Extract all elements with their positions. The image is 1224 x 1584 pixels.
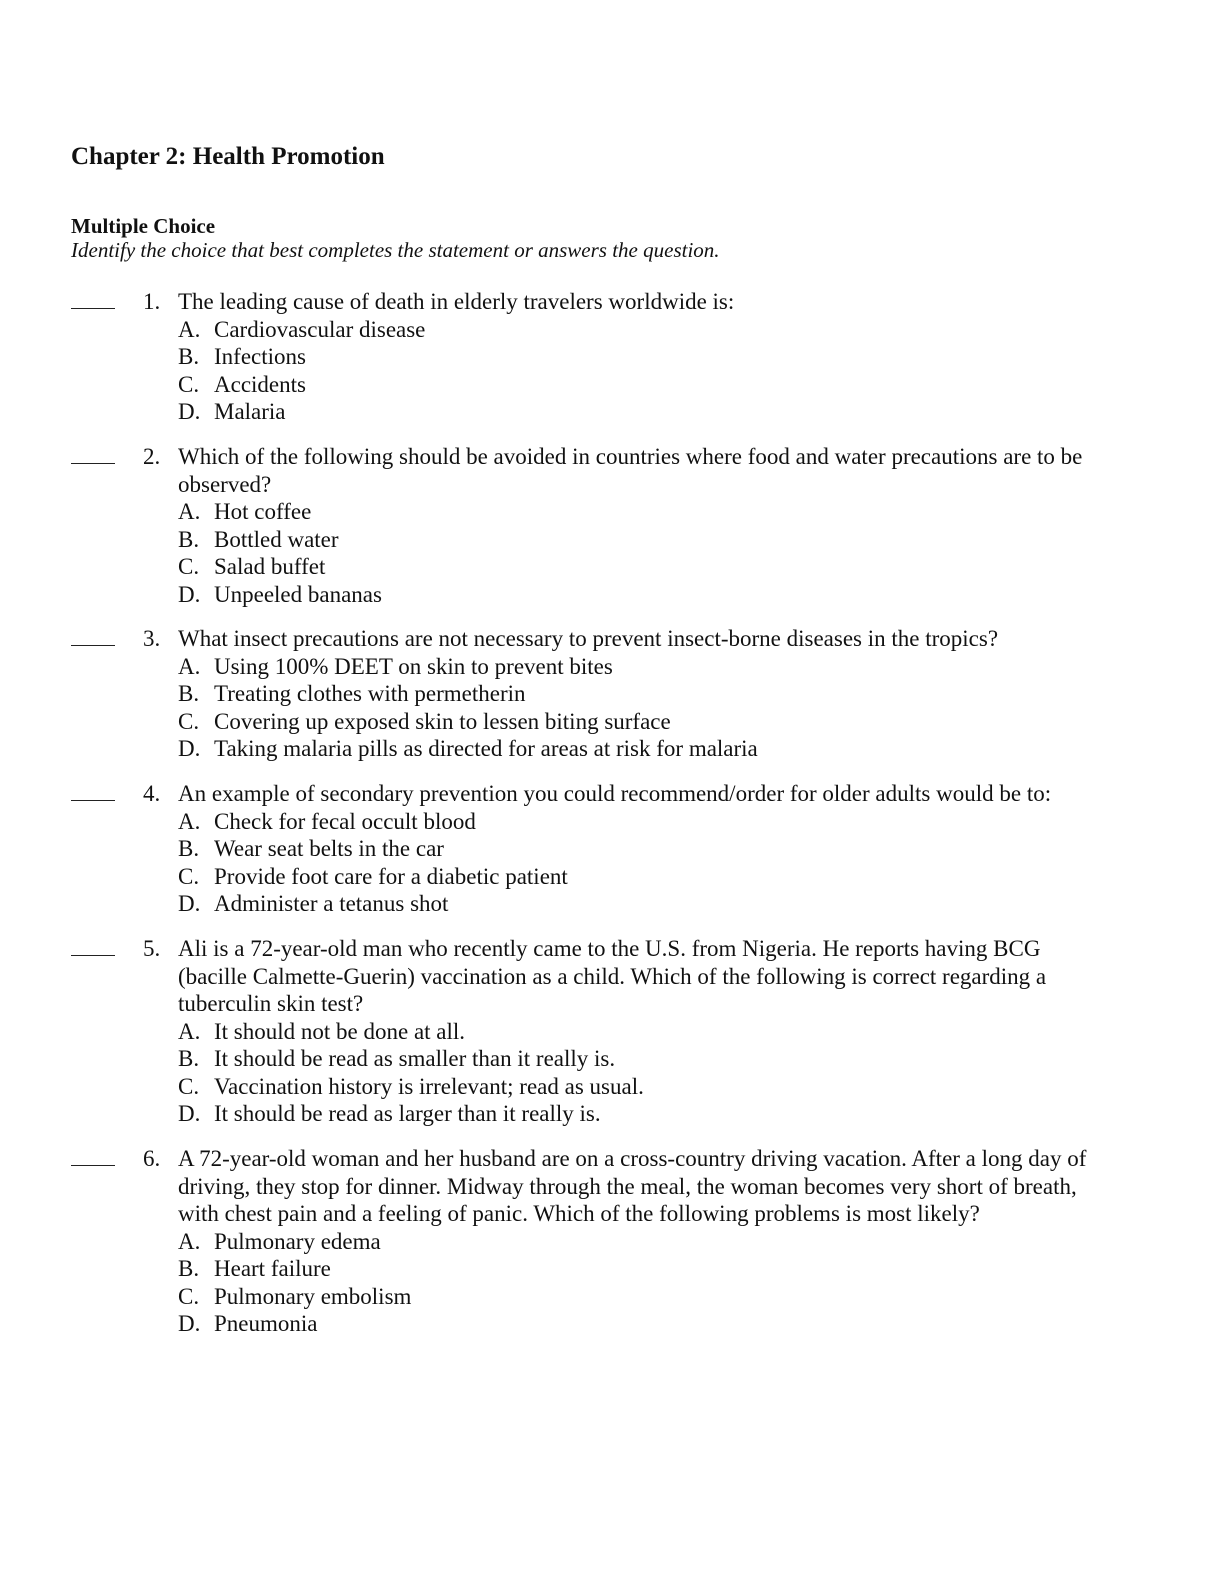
option-text: Pulmonary embolism [214, 1283, 412, 1309]
option-d [178, 1100, 1133, 1128]
stem-line: with chest pain and a feeling of panic. Which of the following problems is most likely? [178, 1201, 980, 1226]
option-b [178, 343, 1133, 371]
option-a [178, 653, 1133, 681]
option-text: Vaccination history is irrelevant; read as usual. [214, 1073, 644, 1099]
question-stem [178, 288, 1133, 426]
stem-line: What insect precautions are not necessary to prevent insect-borne diseases in the tropics? [178, 626, 999, 651]
option-letter: C. [178, 863, 200, 889]
option-text: Hot coffee [214, 499, 312, 524]
option-text: Check for fecal occult blood [214, 808, 476, 834]
option-c [178, 863, 1133, 891]
option-d [178, 581, 1133, 609]
option-letter: A. [178, 1018, 201, 1044]
option-d [178, 1310, 1133, 1338]
option-text: Heart failure [214, 1256, 331, 1281]
stem-line: Which of the following should be avoided in countries where food and water precautions are to be [178, 444, 1083, 469]
option-letter: C. [178, 554, 200, 579]
question-stem [178, 625, 1133, 763]
option-letter: A. [178, 499, 201, 524]
option-letter: A. [178, 1228, 201, 1254]
option-text: Bottled water [214, 526, 339, 552]
option-letter: D. [178, 581, 201, 607]
option-text: Pneumonia [214, 1311, 318, 1336]
option-letter: D. [178, 399, 201, 424]
option-text: Accidents [214, 371, 306, 397]
stem-line: Ali is a 72-year-old man who recently came to the U.S. from Nigeria. He reports having BCG [178, 936, 1041, 961]
option-d [178, 735, 1133, 763]
answer-blank[interactable] [71, 955, 115, 956]
instructions: Identify the choice that best completes the statement or answers the question. [71, 238, 720, 262]
question-stem [178, 1145, 1133, 1338]
option-text: Pulmonary edema [214, 1228, 381, 1254]
stem-line: A 72-year-old woman and her husband are on a cross-country driving vacation. After a long day of [178, 1146, 1087, 1171]
question-number: 3. [143, 626, 161, 651]
option-letter: B. [178, 344, 200, 369]
option-letter: A. [178, 653, 201, 679]
option-a [178, 316, 1133, 344]
option-letter: C. [178, 708, 200, 734]
option-b [178, 1045, 1133, 1073]
option-letter: B. [178, 526, 200, 552]
option-letter: D. [178, 1311, 201, 1336]
option-text: It should be read as larger than it really is. [214, 1101, 601, 1126]
answer-blank[interactable] [71, 308, 115, 309]
option-letter: D. [178, 1101, 201, 1126]
option-a [178, 1228, 1133, 1256]
option-text: Salad buffet [214, 554, 326, 579]
option-text: Infections [214, 344, 306, 369]
option-letter: A. [178, 316, 201, 342]
option-letter: C. [178, 1073, 200, 1099]
stem-line: An example of secondary prevention you could recommend/order for older adults would be to: [178, 781, 1052, 806]
answer-blank[interactable] [71, 463, 115, 464]
option-text: Provide foot care for a diabetic patient [214, 863, 568, 889]
option-letter: D. [178, 736, 201, 761]
option-d [178, 890, 1133, 918]
option-b [178, 526, 1133, 554]
stem-line: observed? [178, 471, 272, 497]
option-a [178, 498, 1133, 526]
chapter-title: Chapter 2: Health Promotion [71, 143, 385, 170]
stem-line: The leading cause of death in elderly travelers worldwide is: [178, 289, 735, 314]
question-number: 2. [143, 444, 161, 469]
option-text: Using 100% DEET on skin to prevent bites [214, 653, 613, 679]
option-letter: D. [178, 891, 201, 916]
option-letter: B. [178, 681, 200, 706]
question-stem [178, 443, 1133, 608]
option-text: It should be read as smaller than it really is. [214, 1046, 616, 1071]
question-number: 6. [143, 1146, 161, 1171]
question-number: 5. [143, 936, 161, 961]
option-text: Cardiovascular disease [214, 316, 426, 342]
option-letter: C. [178, 371, 200, 397]
option-letter: A. [178, 808, 201, 834]
option-b [178, 1255, 1133, 1283]
option-letter: C. [178, 1283, 200, 1309]
option-text: Administer a tetanus shot [214, 891, 449, 916]
option-b [178, 680, 1133, 708]
answer-blank[interactable] [71, 1165, 115, 1166]
option-text: It should not be done at all. [214, 1018, 466, 1044]
option-b [178, 835, 1133, 863]
section-heading: Multiple Choice [71, 214, 216, 238]
option-d [178, 398, 1133, 426]
question-stem [178, 935, 1133, 1128]
stem-line: (bacille Calmette-Guerin) vaccination as a child. Which of the following is correct regarding a [178, 963, 1047, 989]
option-a [178, 1018, 1133, 1046]
option-text: Treating clothes with permetherin [214, 681, 526, 706]
stem-line: driving, they stop for dinner. Midway through the meal, the woman becomes very short of breath, [178, 1173, 1077, 1199]
option-c [178, 708, 1133, 736]
question-stem [178, 780, 1133, 918]
stem-line: tuberculin skin test? [178, 991, 364, 1016]
option-text: Malaria [214, 399, 286, 424]
option-c [178, 1283, 1133, 1311]
option-text: Taking malaria pills as directed for areas at risk for malaria [214, 736, 758, 761]
option-c [178, 1073, 1133, 1101]
option-letter: B. [178, 836, 200, 861]
option-letter: B. [178, 1046, 200, 1071]
answer-blank[interactable] [71, 645, 115, 646]
option-letter: B. [178, 1256, 200, 1281]
question-number: 4. [143, 781, 161, 806]
option-text: Covering up exposed skin to lessen biting surface [214, 708, 671, 734]
question-number: 1. [143, 289, 161, 314]
option-text: Wear seat belts in the car [214, 836, 444, 861]
answer-blank[interactable] [71, 800, 115, 801]
option-a [178, 808, 1133, 836]
option-c [178, 371, 1133, 399]
option-text: Unpeeled bananas [214, 581, 382, 607]
option-c [178, 553, 1133, 581]
